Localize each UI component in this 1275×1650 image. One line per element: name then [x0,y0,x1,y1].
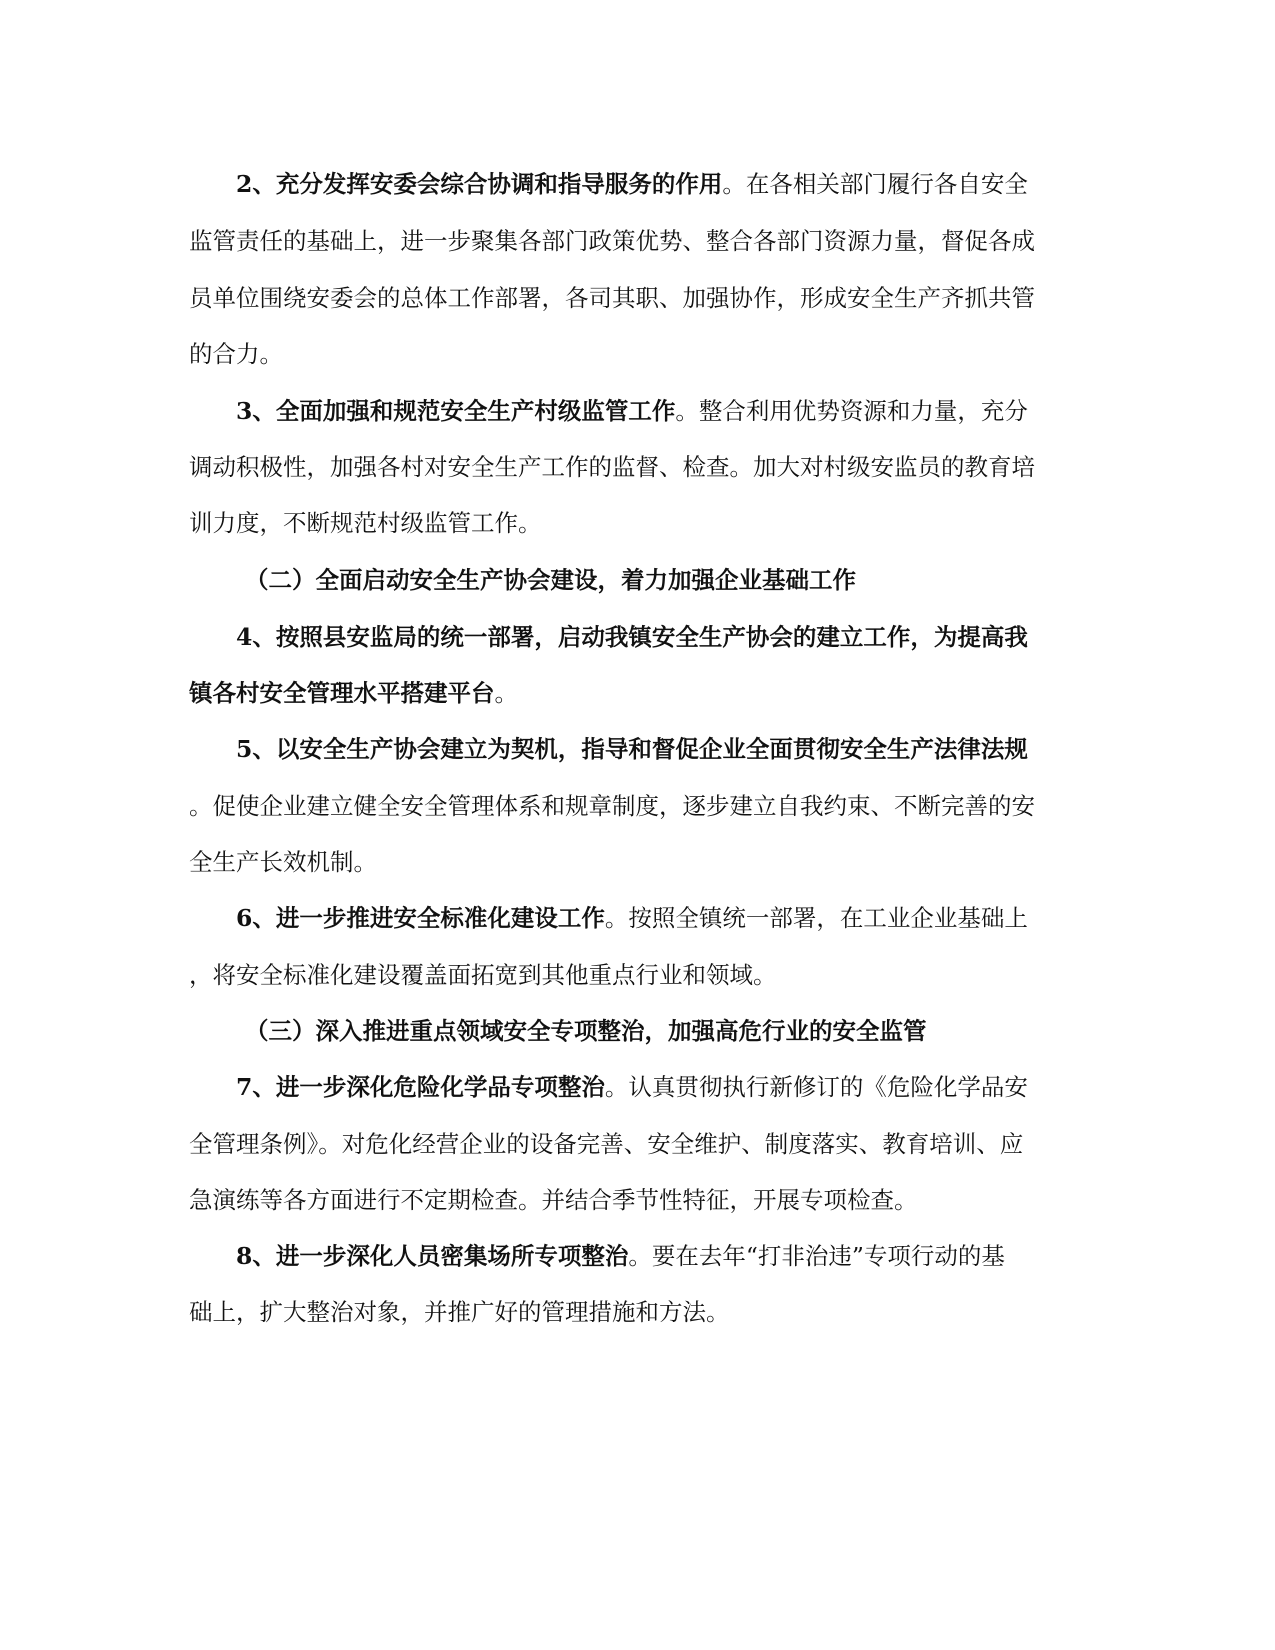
paragraph-5-line-1 [236,734,1136,764]
paragraph-2-text: 。在各相关部门履行各自安全 [722,170,1028,198]
paragraph-8-text: 础上，扩大整治对象，并推广好的管理措施和方法。 [189,1298,730,1326]
paragraph-3-line-3 [189,508,1089,538]
paragraph-6-line-1 [236,903,1136,933]
paragraph-2-text: 监管责任的基础上，进一步聚集各部门政策优势、整合各部门资源力量，督促各成 [189,227,1035,255]
paragraph-5-text: 。促使企业建立健全安全管理体系和规章制度，逐步建立自我约束、不断完善的安 [189,792,1035,820]
paragraph-4-heading: 4、按照县安监局的统一部署，启动我镇安全生产协会的建立工作，为提高我 [236,623,1028,651]
paragraph-3-line-2 [189,452,1089,482]
paragraph-6-line-2 [189,960,1089,990]
paragraph-5-text: 全生产长效机制。 [189,848,377,876]
paragraph-7-text: 。认真贯彻执行新修订的《危险化学品安 [604,1073,1028,1101]
paragraph-5-heading: 5、以安全生产协会建立为契机，指导和督促企业全面贯彻安全生产法律法规 [236,735,1028,763]
paragraph-3-text: 调动积极性，加强各村对安全生产工作的监督、检查。加大对村级安监员的教育培 [189,453,1035,481]
paragraph-7-heading: 7、进一步深化危险化学品专项整治 [236,1073,605,1101]
paragraph-8-line-2 [189,1297,1089,1327]
paragraph-2-text: 的合力。 [189,340,283,368]
paragraph-8-heading: 8、进一步深化人员密集场所专项整治 [236,1242,629,1270]
paragraph-2-line-4 [189,339,1089,369]
section-heading-3-text: （三）深入推进重点领域安全专项整治，加强高危行业的安全监管 [245,1017,927,1045]
paragraph-3-line-1 [236,396,1136,426]
paragraph-5-line-3 [189,847,1089,877]
paragraph-2-heading: 2、充分发挥安委会综合协调和指导服务的作用 [236,170,723,198]
paragraph-7-line-3 [189,1185,1089,1215]
paragraph-8-line-1 [236,1241,1136,1271]
paragraph-2-text: 员单位围绕安委会的总体工作部署，各司其职、加强协作，形成安全生产齐抓共管 [189,284,1035,312]
paragraph-4-heading: 镇各村安全管理水平搭建平台 [189,679,495,707]
paragraph-6-text: ，将安全标准化建设覆盖面拓宽到其他重点行业和领域。 [189,961,777,989]
paragraph-7-line-2 [189,1129,1089,1159]
paragraph-2-line-1 [236,169,1136,199]
paragraph-7-text: 急演练等各方面进行不定期检查。并结合季节性特征，开展专项检查。 [189,1186,918,1214]
paragraph-5-line-2 [189,791,1089,821]
paragraph-3-text: 训力度，不断规范村级监管工作。 [189,509,542,537]
paragraph-8-text: 。要在去年“打非治违”专项行动的基 [628,1242,1005,1270]
paragraph-6-text: 。按照全镇统一部署，在工业企业基础上 [604,904,1028,932]
paragraph-7-line-1 [236,1072,1136,1102]
section-heading-2 [245,565,1145,595]
paragraph-7-text: 全管理条例》。对危化经营企业的设备完善、安全维护、制度落实、教育培训、应 [189,1130,1024,1158]
paragraph-4-line-2 [189,678,1089,708]
paragraph-3-text: 。整合利用优势资源和力量，充分 [675,397,1028,425]
paragraph-3-heading: 3、全面加强和规范安全生产村级监管工作 [236,397,676,425]
section-heading-3 [245,1016,1145,1046]
paragraph-6-heading: 6、进一步推进安全标准化建设工作 [236,904,605,932]
paragraph-4-text: 。 [494,679,518,707]
paragraph-4-line-1 [236,622,1136,652]
paragraph-2-line-2 [189,226,1089,256]
section-heading-2-text: （二）全面启动安全生产协会建设，着力加强企业基础工作 [245,566,856,594]
paragraph-2-line-3 [189,283,1089,313]
